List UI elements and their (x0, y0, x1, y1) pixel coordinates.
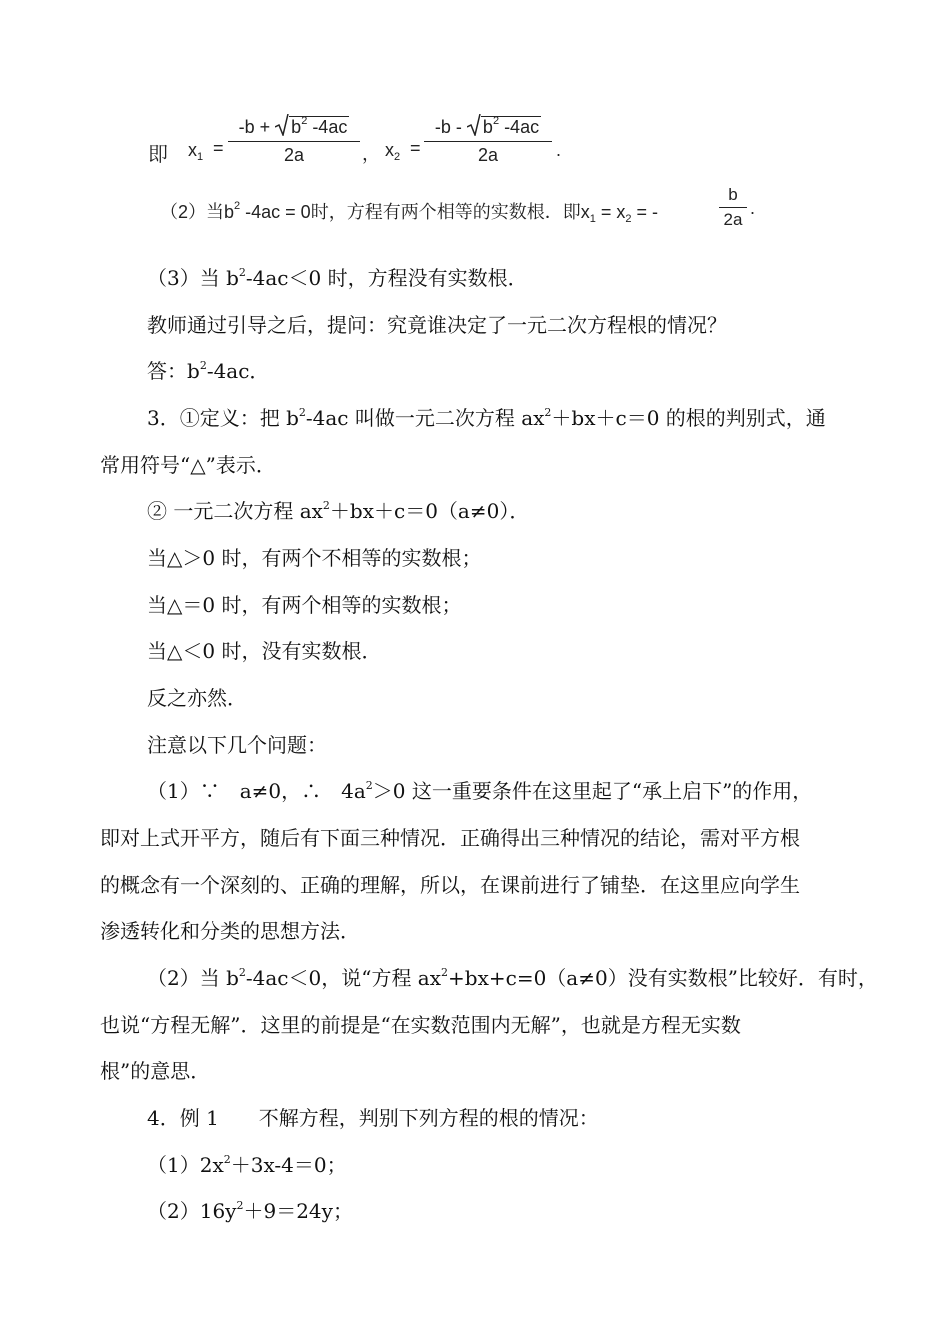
formula2-period: . (750, 198, 756, 218)
text-line-5: 常用符号“△”表示． (100, 453, 276, 477)
text-line-10: 反之亦然． (147, 686, 247, 710)
formula2-text: （2）当$b^2$ -4ac = 0时，方程有两个相等的实数根．即$x_1 = x_2$ = - (160, 200, 658, 225)
text-line-3: 答：$b^2-4ac$． (147, 359, 270, 383)
formula-roots (0, 0, 950, 190)
text-line-8: 当△＝0 时，有两个相等的实数根； (147, 593, 462, 617)
text-line-21: $(2)16y^2+9=24y$； (147, 1199, 353, 1223)
text-line-16: （2）当 $b^2-4ac<0$，说“方程 $ax^2+bx+c=0(a\ne 0)$没有实数根”比较好．有时， (147, 966, 878, 990)
formula-x1: $x_1$ (188, 140, 204, 163)
formula-equal-roots (0, 180, 950, 240)
formula-comma: ， (362, 144, 380, 165)
text-line-12: （1）∵ a≠0，∴ $4a^2>0$ 这一重要条件在这里起了“承上启下”的作用， (147, 779, 813, 803)
formula-x2: $x_2$ (385, 140, 401, 163)
text-line-18: 根”的意思． (100, 1059, 211, 1083)
text-line-20: $(1)2x^2+3x-4=0$； (147, 1153, 347, 1177)
formula2-fraction: b 2a (719, 185, 747, 230)
text-line-6: ② 一元二次方程 $ax^2+bx+c=0(a\ne 0)$． (147, 499, 530, 523)
text-line-13: 即对上式开平方，随后有下面三种情况．正确得出三种情况的结论，需对平方根 (100, 826, 800, 850)
formula-eq1: = (213, 138, 224, 158)
text-line-14: 的概念有一个深刻的、正确的理解，所以，在课前进行了铺垫．在这里应向学生 (100, 873, 800, 897)
text-line-19: 4．例 1 不解方程，判别下列方程的根的情况： (147, 1106, 599, 1130)
formula-fraction-x2: -b - $b^2$ -4ac 2a (424, 116, 552, 166)
text-line-15: 渗透转化和分类的思想方法． (100, 919, 360, 943)
text-line-7: 当△＞0 时，有两个不相等的实数根； (147, 546, 482, 570)
text-line-2: 教师通过引导之后，提问：究竟谁决定了一元二次方程根的情况？ (147, 313, 727, 337)
text-line-9: 当△＜0 时，没有实数根． (147, 639, 382, 663)
text-line-17: 也说“方程无解”．这里的前提是“在实数范围内无解”，也就是方程无实数 (100, 1013, 741, 1037)
text-line-11: 注意以下几个问题： (147, 733, 327, 757)
formula-eq2: = (410, 138, 421, 158)
text-line-4: 3．①定义：把 $b^2-4ac$ 叫做一元二次方程 $ax^2+bx+c=0$ 的根的判别式，通 (147, 406, 826, 430)
formula-fraction-x1: -b + $b^2$ -4ac 2a (228, 116, 360, 166)
formula-period: . (556, 140, 562, 160)
formula-ji: 即 (148, 142, 168, 166)
text-line-1: （3）当 $b^2-4ac<0$ 时，方程没有实数根． (147, 266, 528, 290)
